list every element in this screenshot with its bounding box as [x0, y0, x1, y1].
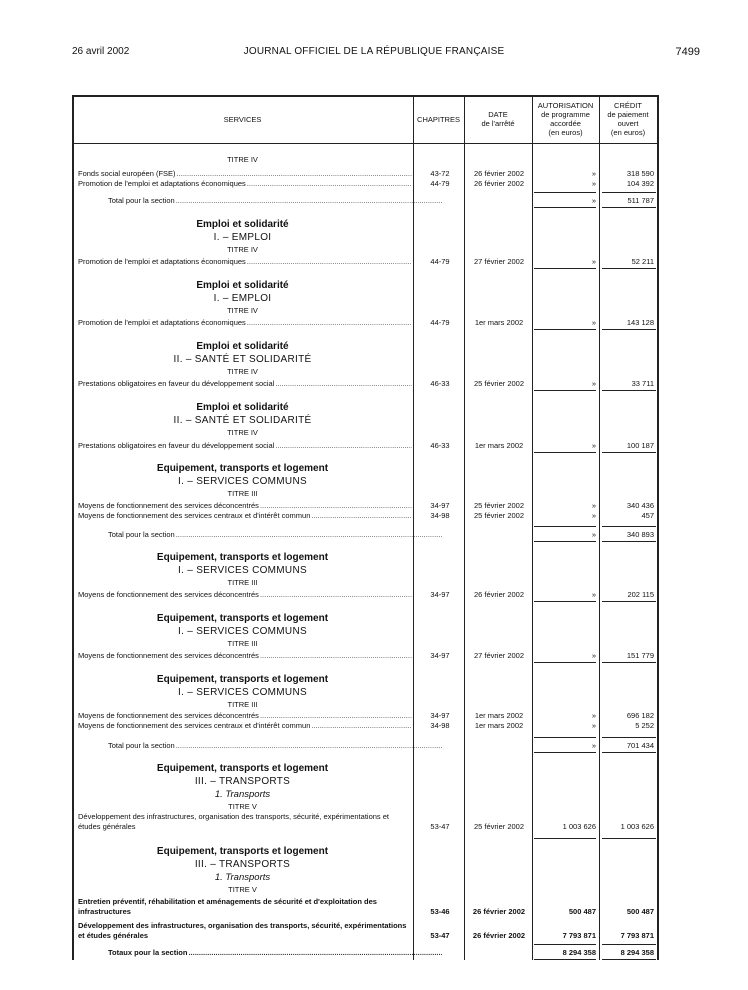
row-autorisation: »	[591, 379, 596, 388]
row-label	[78, 921, 412, 941]
table-row	[72, 440, 659, 451]
block-rule	[602, 268, 656, 269]
block-rule	[602, 329, 656, 330]
row-chapitre: 46-33	[430, 441, 450, 450]
row-label-text: Promotion de l'emploi et adaptations économiques	[78, 257, 246, 266]
section-title-titre: TITRE V	[228, 885, 257, 894]
total-autorisation: »	[591, 741, 596, 750]
section-title-titre: TITRE III	[227, 639, 258, 648]
section-title-prog: I. – EMPLOI	[213, 293, 272, 304]
total-row	[72, 740, 659, 751]
row-label-text: Moyens de fonctionnement des services déconcentrés	[78, 711, 259, 720]
page-number: 7499	[675, 46, 700, 58]
total-rule	[602, 192, 656, 193]
section-title-min: Emploi et solidarité	[196, 402, 289, 413]
total-rule-bottom	[534, 752, 596, 753]
section-title-prog: I. – SERVICES COMMUNS	[178, 626, 307, 637]
row-date: 26 février 2002	[473, 590, 525, 599]
section-title-min: Emploi et solidarité	[196, 219, 289, 230]
section-title-titre: TITRE IV	[227, 155, 258, 164]
row-label-text: Moyens de fonctionnement des services déconcentrés	[78, 651, 259, 660]
total-rule-bottom	[602, 959, 656, 960]
section-title-min: Emploi et solidarité	[196, 341, 289, 352]
section-title-t1: 1. Transports	[214, 872, 271, 883]
col-header-services: SERVICES	[223, 114, 262, 124]
total-credit: 511 787	[627, 196, 654, 205]
block-rule	[534, 268, 596, 269]
section-title-min: Equipement, transports et logement	[156, 613, 329, 624]
total-rule	[602, 737, 656, 738]
row-label	[78, 440, 412, 451]
block-rule	[534, 838, 596, 839]
block-rule	[534, 390, 596, 391]
journal-title: JOURNAL OFFICIEL DE LA RÉPUBLIQUE FRANÇAISE	[243, 46, 505, 57]
col-header-date-l2: de l'arrêté	[481, 119, 515, 128]
col-header-cp-l4: (en euros)	[610, 128, 646, 137]
total-rule	[534, 944, 596, 945]
total-autorisation: »	[591, 530, 596, 539]
total-rule-bottom	[534, 541, 596, 542]
total-row	[72, 529, 659, 540]
section-title-prog: II. – SANTÉ ET SOLIDARITÉ	[173, 354, 312, 365]
row-autorisation: 7 793 871	[562, 931, 596, 940]
row-chapitre: 34-97	[430, 590, 450, 599]
header-date: 26 avril 2002	[72, 46, 130, 57]
col-header-ap-l4: (en euros)	[548, 128, 583, 137]
row-date: 1er mars 2002	[474, 721, 524, 730]
section-title-min: Equipement, transports et logement	[156, 463, 329, 474]
row-chapitre: 34-97	[430, 651, 450, 660]
col-header-ap-l2: de programme	[541, 110, 590, 119]
row-credit: 52 211	[631, 257, 654, 266]
row-date: 26 février 2002	[472, 931, 526, 940]
row-label-text: Prestations obligatoires en faveur du développement social	[78, 379, 275, 388]
col-header-date-l1: DATE	[488, 110, 508, 119]
row-date: 1er mars 2002	[474, 441, 524, 450]
section-title-titre: TITRE IV	[227, 428, 258, 437]
section-title-prog: I. – EMPLOI	[213, 232, 272, 243]
row-autorisation: »	[591, 711, 596, 720]
table-row	[72, 317, 659, 328]
col-header-credit	[599, 95, 657, 143]
total-credit: 340 893	[626, 530, 654, 539]
total-label	[108, 529, 442, 540]
total-rule	[534, 192, 596, 193]
total-label	[108, 947, 442, 958]
row-label	[78, 510, 412, 521]
row-autorisation: »	[591, 721, 596, 730]
row-chapitre: 34-97	[430, 711, 450, 720]
row-date: 26 février 2002	[473, 179, 525, 188]
table-row	[72, 720, 659, 731]
row-autorisation: »	[591, 590, 596, 599]
row-label-text: Moyens de fonctionnement des services déconcentrés	[78, 590, 259, 599]
table-row	[72, 510, 659, 521]
row-chapitre: 44-79	[430, 318, 450, 327]
row-label-text: Fonds social européen (FSE)	[78, 169, 176, 178]
row-autorisation: 500 487	[568, 907, 596, 916]
table-row	[72, 589, 659, 600]
total-rule-bottom	[602, 541, 656, 542]
row-autorisation: »	[591, 511, 596, 520]
block-rule	[534, 601, 596, 602]
row-label-text: Développement des infrastructures, organisation des transports, sécurité, expérimentations et études générales	[78, 812, 389, 831]
total-rule-bottom	[534, 959, 596, 960]
col-header-cp-l1: CRÉDIT	[614, 101, 642, 110]
total-rule	[602, 944, 656, 945]
row-label	[78, 650, 412, 661]
row-date: 1er mars 2002	[474, 711, 524, 720]
row-chapitre: 34-98	[430, 721, 450, 730]
block-rule	[534, 662, 596, 663]
row-credit: 318 590	[626, 169, 654, 178]
section-title-titre: TITRE IV	[227, 306, 258, 315]
section-title-titre: TITRE III	[227, 489, 258, 498]
col-header-cp-l2: de paiement	[607, 110, 649, 119]
row-autorisation: 1 003 626	[562, 822, 596, 831]
total-credit: 701 434	[626, 741, 654, 750]
col-header-date	[464, 95, 532, 143]
row-autorisation: »	[591, 179, 596, 188]
row-chapitre: 46-33	[430, 379, 450, 388]
total-rule-bottom	[602, 207, 656, 208]
row-chapitre: 43-72	[430, 169, 450, 178]
row-label	[78, 178, 412, 189]
total-rule	[534, 526, 596, 527]
block-rule	[602, 838, 656, 839]
col-header-cp-l3: ouvert	[617, 119, 639, 128]
row-label-text: Moyens de fonctionnement des services centraux et d'intérêt commun	[78, 721, 311, 730]
section-title-prog: II. – SANTÉ ET SOLIDARITÉ	[173, 415, 312, 426]
row-date: 25 février 2002	[473, 379, 525, 388]
row-label	[78, 720, 412, 731]
row-date: 26 février 2002	[472, 907, 526, 916]
total-row	[72, 947, 659, 958]
row-autorisation: »	[591, 501, 596, 510]
row-credit: 5 252	[635, 721, 654, 730]
total-rule-bottom	[534, 207, 596, 208]
row-chapitre: 53-47	[430, 822, 450, 831]
total-credit: 8 294 358	[620, 948, 654, 957]
credits-table	[72, 95, 659, 960]
section-title-titre: TITRE V	[228, 802, 257, 811]
row-credit: 7 793 871	[620, 931, 654, 940]
section-title-min: Equipement, transports et logement	[156, 846, 329, 857]
row-credit: 457	[641, 511, 654, 520]
table-row	[72, 897, 659, 917]
header-divider	[72, 143, 659, 144]
total-label-text: Total pour la section	[108, 530, 175, 539]
section-title-prog: I. – SERVICES COMMUNS	[178, 687, 307, 698]
row-credit: 696 182	[626, 711, 654, 720]
row-label	[78, 378, 412, 389]
section-title-prog: I. – SERVICES COMMUNS	[178, 476, 307, 487]
row-credit: 33 711	[631, 379, 654, 388]
total-label-text: Total pour la section	[108, 741, 175, 750]
row-credit: 104 392	[626, 179, 654, 188]
total-rule-bottom	[602, 752, 656, 753]
row-credit: 151 779	[626, 651, 654, 660]
section-title-titre: TITRE III	[227, 700, 258, 709]
section-title-prog: I. – SERVICES COMMUNS	[178, 565, 307, 576]
row-date: 25 février 2002	[473, 511, 525, 520]
row-date: 27 février 2002	[473, 651, 525, 660]
table-row	[72, 378, 659, 389]
section-title-t1: 1. Transports	[214, 789, 271, 800]
total-rule	[602, 526, 656, 527]
row-chapitre: 34-98	[430, 511, 450, 520]
row-chapitre: 44-79	[430, 257, 450, 266]
block-rule	[602, 601, 656, 602]
row-label-text: Développement des infrastructures, organisation des transports, sécurité, expérimentations et études générales	[78, 921, 407, 940]
total-label-text: Total pour la section	[108, 196, 175, 205]
section-title-min: Emploi et solidarité	[196, 280, 289, 291]
row-label	[78, 589, 412, 600]
row-credit: 340 436	[626, 501, 654, 510]
table-row	[72, 921, 659, 941]
row-autorisation: »	[591, 441, 596, 450]
row-chapitre: 44-79	[430, 179, 450, 188]
col-header-autorisation	[532, 95, 599, 143]
table-row	[72, 178, 659, 189]
col-header-chapitres: CHAPITRES	[417, 114, 460, 124]
row-autorisation: »	[591, 651, 596, 660]
row-chapitre: 53-47	[430, 931, 450, 940]
block-rule	[534, 452, 596, 453]
total-label-text: Totaux pour la section	[108, 948, 188, 957]
row-chapitre: 34-97	[430, 501, 450, 510]
row-credit: 100 187	[626, 441, 654, 450]
total-label	[108, 740, 442, 751]
block-rule	[534, 329, 596, 330]
total-rule	[534, 737, 596, 738]
table-row	[72, 256, 659, 267]
row-date: 26 février 2002	[473, 169, 525, 178]
block-rule	[602, 662, 656, 663]
col-header-ap-l3: accordée	[550, 119, 581, 128]
section-title-titre: TITRE III	[227, 578, 258, 587]
row-credit: 143 128	[626, 318, 654, 327]
row-credit: 500 487	[626, 907, 654, 916]
row-autorisation: »	[591, 257, 596, 266]
row-date: 25 février 2002	[473, 822, 525, 831]
row-label-text: Promotion de l'emploi et adaptations économiques	[78, 179, 246, 188]
row-label-text: Promotion de l'emploi et adaptations économiques	[78, 318, 246, 327]
row-autorisation: »	[591, 318, 596, 327]
table-row	[72, 650, 659, 661]
row-label	[78, 317, 412, 328]
section-title-prog: III. – TRANSPORTS	[194, 859, 291, 870]
total-autorisation: »	[591, 196, 596, 205]
row-date: 27 février 2002	[473, 257, 525, 266]
section-title-min: Equipement, transports et logement	[156, 674, 329, 685]
row-label-text: Moyens de fonctionnement des services déconcentrés	[78, 501, 259, 510]
row-label-text: Moyens de fonctionnement des services centraux et d'intérêt commun	[78, 511, 311, 520]
total-autorisation: 8 294 358	[562, 948, 596, 957]
row-label	[78, 256, 412, 267]
section-title-min: Equipement, transports et logement	[156, 763, 329, 774]
row-label	[78, 812, 412, 832]
section-title-min: Equipement, transports et logement	[156, 552, 329, 563]
row-autorisation: »	[591, 169, 596, 178]
section-title-prog: III. – TRANSPORTS	[194, 776, 291, 787]
row-credit: 202 115	[627, 590, 654, 599]
section-title-titre: TITRE IV	[227, 367, 258, 376]
total-row	[72, 195, 659, 206]
table-row	[72, 812, 659, 832]
row-label	[78, 897, 412, 917]
total-label	[108, 195, 442, 206]
row-credit: 1 003 626	[620, 822, 654, 831]
row-date: 1er mars 2002	[474, 318, 524, 327]
row-chapitre: 53-46	[430, 907, 450, 916]
block-rule	[602, 452, 656, 453]
block-rule	[602, 390, 656, 391]
row-label-text: Entretien préventif, réhabilitation et aménagements de sécurité et d'exploitation des infrastructures	[78, 897, 377, 916]
row-date: 25 février 2002	[473, 501, 525, 510]
col-header-ap-l1: AUTORISATION	[537, 101, 594, 110]
section-title-titre: TITRE IV	[227, 245, 258, 254]
row-label-text: Prestations obligatoires en faveur du développement social	[78, 441, 275, 450]
